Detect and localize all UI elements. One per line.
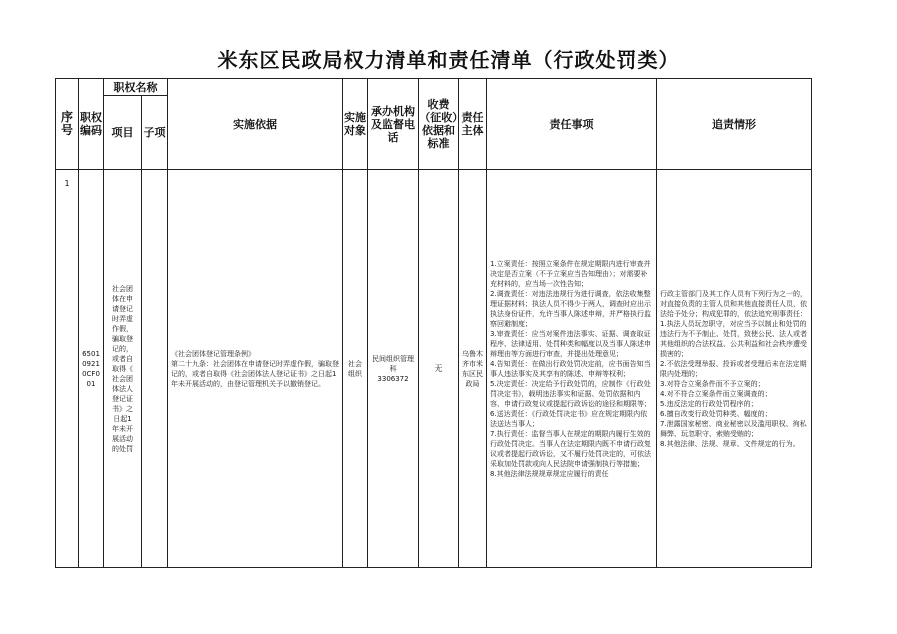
cell-target: 社会组织 — [343, 170, 368, 568]
header-code: 职权编码 — [79, 79, 104, 170]
header-subject: 责任主体 — [459, 79, 487, 170]
header-duty: 责任事项 — [487, 79, 657, 170]
header-org: 承办机构及监督电话 — [368, 79, 419, 170]
page-title: 米东区民政局权力清单和责任清单（行政处罚类） — [217, 48, 680, 72]
header-name-group: 职权名称 — [104, 79, 168, 96]
header-basis: 实施依据 — [168, 79, 343, 170]
cell-seq: 1 — [56, 170, 79, 568]
cell-fee: 无 — [419, 170, 459, 568]
header-subitem: 子项 — [142, 96, 168, 170]
header-item: 项目 — [104, 96, 142, 170]
header-accountability: 追责情形 — [657, 79, 812, 170]
power-list-table — [55, 78, 812, 568]
header-target: 实施对象 — [343, 79, 368, 170]
cell-subitem — [142, 170, 168, 568]
cell-subject: 乌鲁木齐市米东区民政局 — [459, 170, 487, 568]
cell-accountability: 行政主管部门及其工作人员有下列行为之一的，对直接负责的主管人员和其他直接责任人员，依法给予处分；构成犯罪的，依法追究刑事责任： 1.执法人员玩忽职守，对应当予以制止和处罚的违法行为不予制止、处罚，致使公民、法人或者其他组织的合法权益、公共利益和社会秩序遭受损害的； 2.不依法受理举报、投诉或者受理后未在法定期限内处理的； 3.对符合立案条件而不予立案的； 4.对不符合立案条件而立案调查的； 5.违反法定的行政处罚程序的； 6.擅自改变行政处罚种类、幅度的； 7.泄露国家秘密、商业秘密以及滥用职权、徇私舞弊、玩忽职守、索贿受贿的； 8.其他法律、法规、规章、文件规定的行为。 — [657, 170, 812, 568]
cell-code: 6501 0921 0CF0 01 — [79, 170, 104, 568]
cell-basis: 《社会团体登记管理条例》 第二十九条：社会团体在申请登记时弄虚作假，骗取登记的，或者自取得《社会团体法人登记证书》之日起1年未开展活动的，由登记管理机关予以撤销登记。 — [168, 170, 343, 568]
cell-item: 社会团 体在申 请登记 时弄虚 作假， 骗取登 记的， 或者自 取得《 社会团 体法人 登记证 书》之 日起1 年未开 展活动 的处罚 — [104, 170, 142, 568]
cell-org: 民间组织管理科 3306372 — [368, 170, 419, 568]
cell-duty: 1.立案责任：按照立案条件在规定期限内进行审查并决定是否立案（不予立案应当告知理由）；对需要补充材料的，应当场一次性告知； 2.调查责任：对违法违规行为进行调查，依法收集整理证据材料；执法人员不得少于两人，调查时应出示执法身份证件，允许当事人陈述申辩，并严格执行监察回避制度； 3.审查责任：应当对案件违法事实、证据、调查取证程序、法律适用、处罚种类和幅度以及当事人陈述申辩理由等方面进行审查，并提出处理意见； 4.告知责任：在做出行政处罚决定前，应书面告知当事人违法事实及其享有的陈述、申辩等权利； 5.决定责任：决定给予行政处罚的，应制作《行政处罚决定书》，载明违法事实和证据、处罚依据和内容、申请行政复议或提起行政诉讼的途径和期限等； 6.送达责任：《行政处罚决定书》应在规定期限内依法送达当事人； 7.执行责任：监督当事人在规定的期限内履行生效的行政处罚决定。当事人在法定期限内既不申请行政复议或者提起行政诉讼，又不履行处罚决定的，可依法采取加处罚款或向人民法院申请强制执行等措施； 8.其他法律法规规章规定应履行的责任 — [487, 170, 657, 568]
header-seq: 序号 — [56, 79, 79, 170]
header-fee: 收费（征收）依据和标准 — [419, 79, 459, 170]
